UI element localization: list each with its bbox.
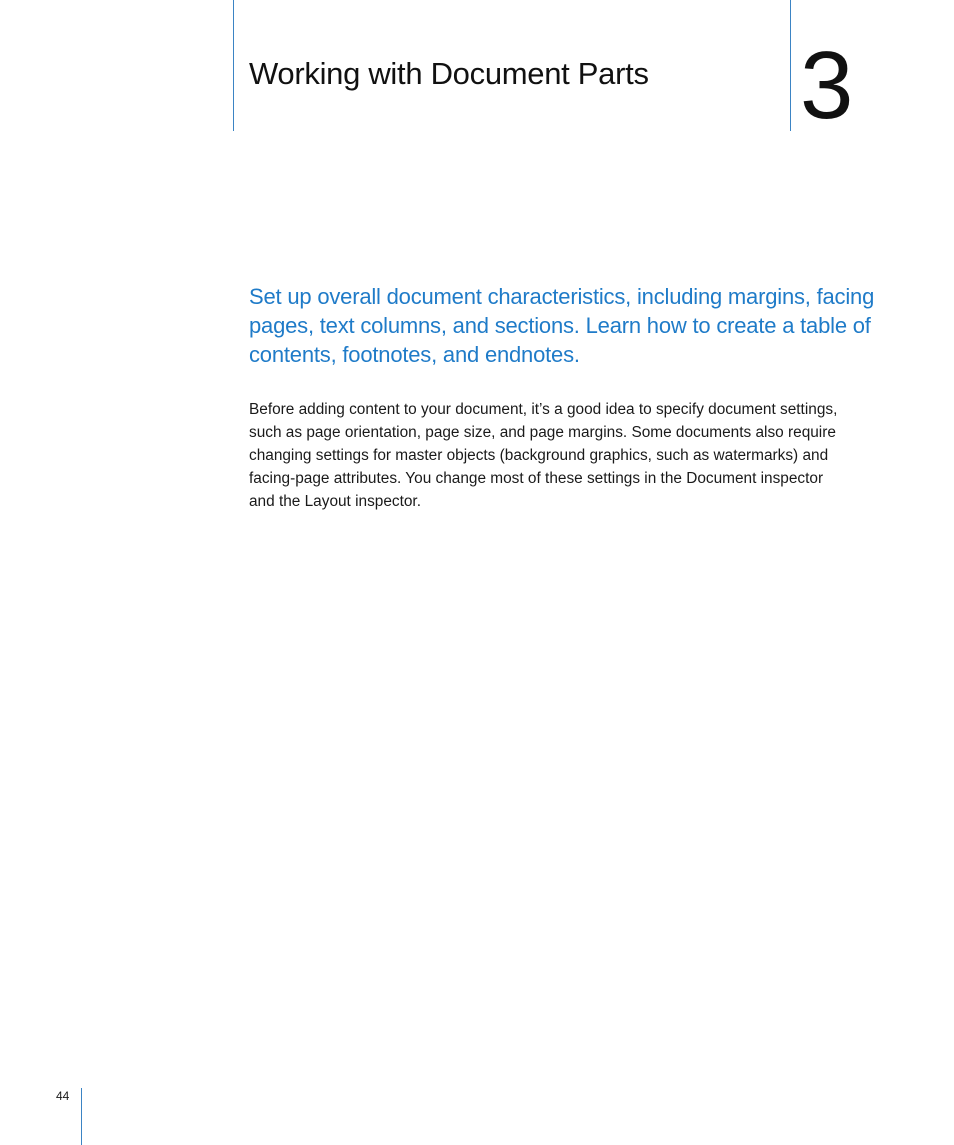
chapter-number-rule xyxy=(790,0,791,131)
chapter-number: 3 xyxy=(800,32,854,139)
chapter-title: Working with Document Parts xyxy=(249,56,649,91)
page-number: 44 xyxy=(56,1089,70,1103)
chapter-title-left-rule xyxy=(233,0,234,131)
body-paragraph: Before adding content to your document, it’s a good idea to specify document settings, such as page orientation, page size, and page margins. Some documents also require changing settings for master objects (background graphics, such as watermarks) and facing-page attributes. You change most of these settings in the Document inspector and the Layout inspector. xyxy=(249,401,838,510)
footer-rule xyxy=(81,1088,82,1145)
chapter-intro: Set up overall document characteristics, including margins, facing pages, text columns, and sections. Learn how to create a table of contents, footnotes, and endnotes. xyxy=(249,284,875,367)
